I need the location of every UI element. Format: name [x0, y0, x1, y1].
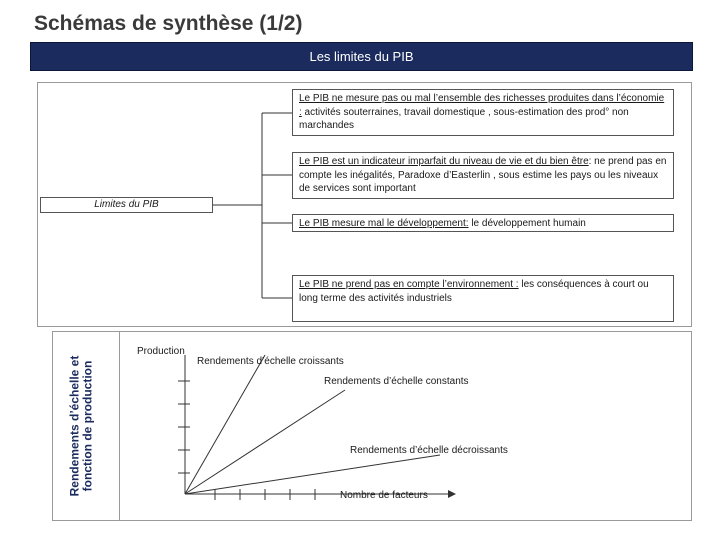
x-axis-label: Nombre de facteurs: [340, 490, 428, 501]
page-title: Schémas de synthèse (1/2): [34, 12, 303, 35]
x-axis-arrow: [448, 490, 456, 498]
side-label-line-1: Rendements d’échelle et: [67, 355, 81, 496]
curve-croissants: [185, 355, 265, 494]
limit-1-rest: activités souterraines, travail domestique , sous-estimation des prod° non marchandes: [299, 106, 629, 131]
limit-1-underlined: Le PIB ne mesure pas ou mal l’ensemble des richesses produites dans l’économie :: [299, 93, 665, 118]
y-ticks: [178, 381, 190, 473]
limit-3-underlined: Le PIB mesure mal le développement:: [299, 218, 469, 229]
label-croissants: Rendements d’échelle croissants: [197, 356, 344, 367]
limit-3-rest: le développement humain: [468, 218, 586, 229]
limit-4-underlined: Le PIB ne prend pas en compte l’environnement :: [299, 279, 519, 290]
side-label-line-2: fonction de production: [80, 360, 94, 491]
curve-constants: [185, 390, 345, 494]
curve-decroissants: [185, 455, 440, 494]
limit-4-rest: les conséquences à court ou long terme des activités industriels: [299, 279, 649, 304]
banner-label: Les limites du PIB: [309, 49, 414, 64]
label-constants: Rendements d’échelle constants: [324, 376, 469, 387]
limit-2-underlined: Le PIB est un indicateur imparfait du niveau de vie et du bien être: [299, 156, 589, 167]
limit-2-rest: : ne prend pas en compte les inégalités, Paradoxe d’Easterlin , sous estime les pays ou les niveaux de services sont important: [299, 156, 667, 194]
limites-root-label: Limites du PIB: [94, 199, 159, 210]
y-axis-label: Production: [137, 346, 185, 357]
label-decroissants: Rendements d’échelle décroissants: [350, 445, 508, 456]
